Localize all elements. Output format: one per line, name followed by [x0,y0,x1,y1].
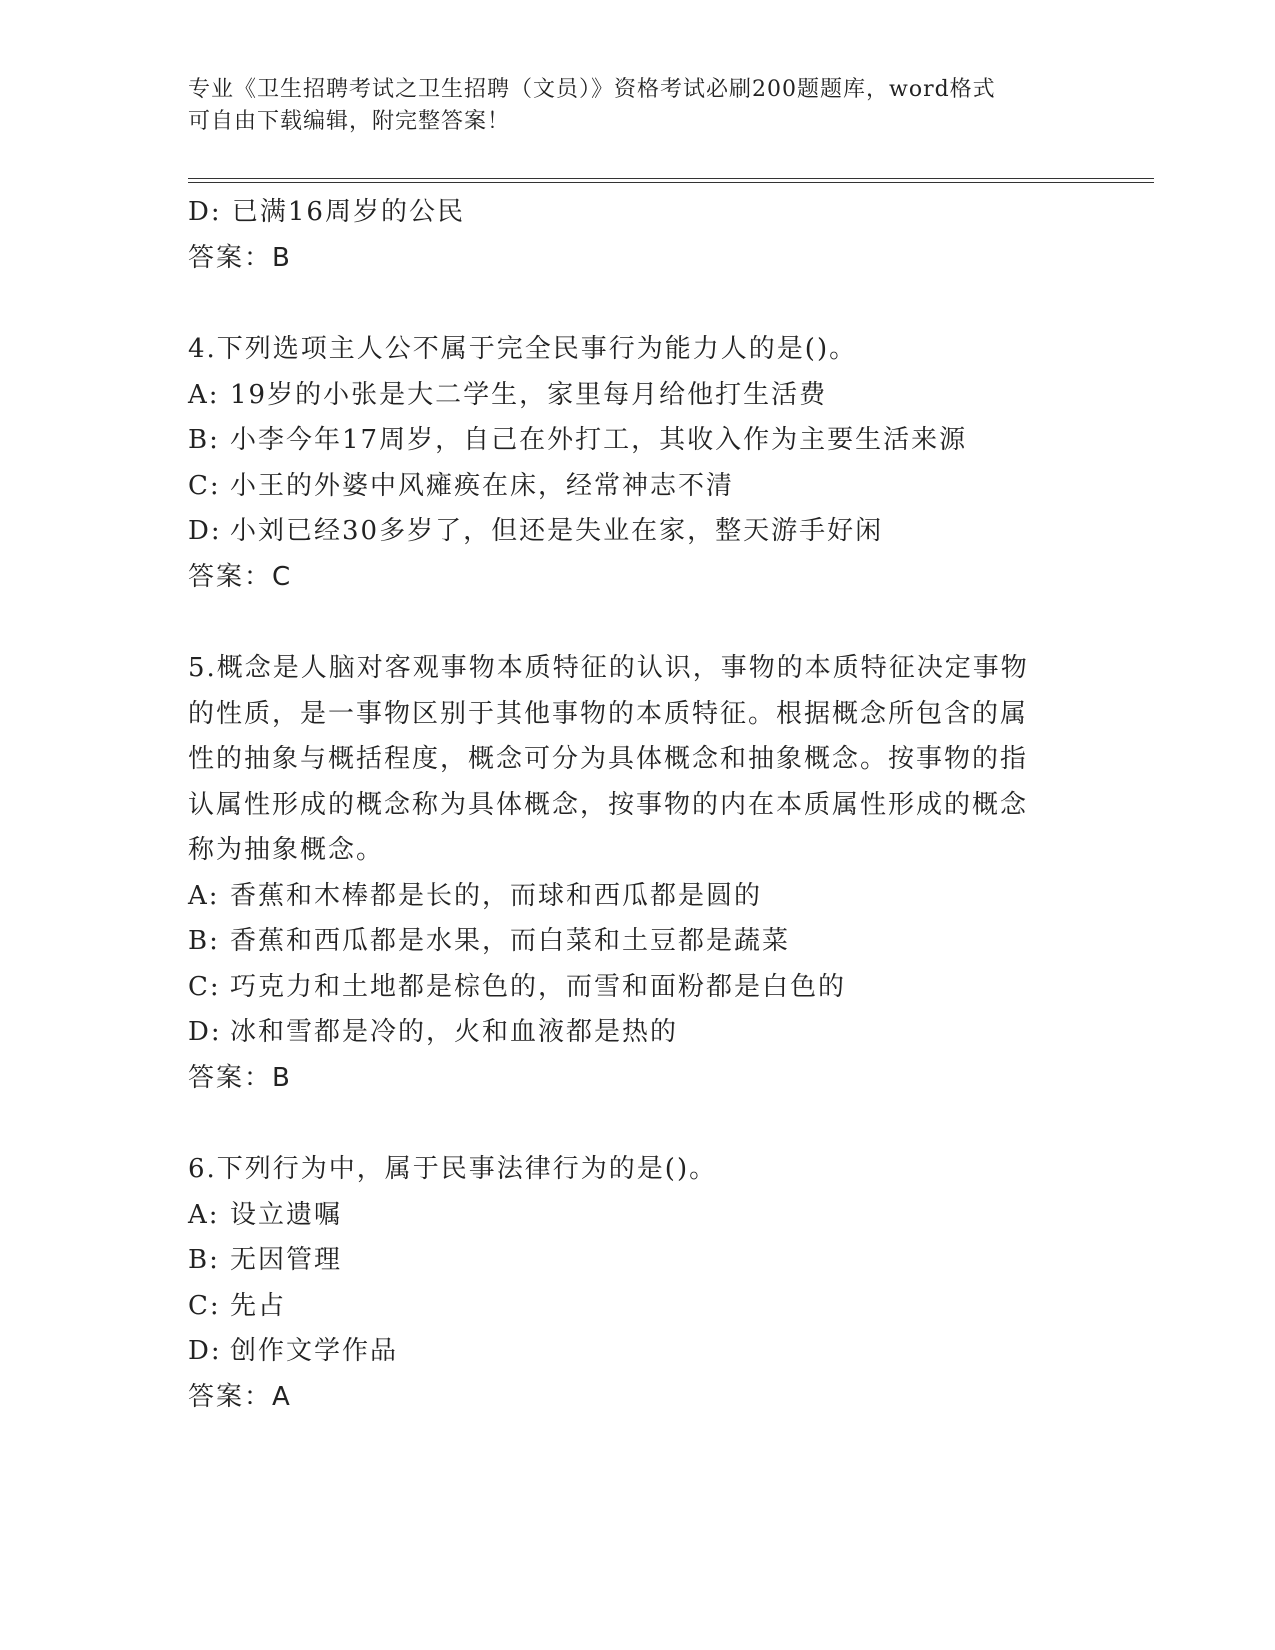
header-title-line-1: 专业《卫生招聘考试之卫生招聘（文员）》资格考试必刷200题题库，word格式 [188,77,996,102]
question-5-option-c [188,965,1068,1011]
spacer [188,1101,1068,1147]
option-prefix: C: [188,1290,221,1321]
page-header [188,74,1068,138]
option-text: 创作文学作品 [230,1336,399,1366]
option-prefix: B: [188,425,220,455]
option-prefix: B: [188,1245,220,1275]
question-5-stem-line-2: 的性质，是一事物区别于其他事物的本质特征。根据概念所包含的属 [188,698,1029,729]
question-5 [188,646,1068,1101]
option-prefix: D: [188,516,222,546]
question-4-option-d [188,509,1068,555]
question-5-stem-line-3: 性的抽象与概括程度，概念可分为具体概念和抽象概念。按事物的指 [188,744,1029,774]
question-4-option-c [188,464,1068,510]
question-6-answer: 答案：A [188,1381,292,1412]
question-5-stem-line-5: 称为抽象概念。 [188,835,385,865]
option-text: 无因管理 [230,1245,343,1275]
option-text: 小刘已经30多岁了，但还是失业在家，整天游手好闲 [230,516,884,546]
question-5-stem-line-4: 认属性形成的概念称为具体概念，按事物的内在本质属性形成的概念 [188,789,1029,820]
question-4-stem: 4.下列选项主人公不属于完全民事行为能力人的是()。 [188,334,858,364]
question-4-answer: 答案：C [188,561,293,592]
question-6 [188,1147,1068,1420]
question-6-option-b [188,1238,1068,1284]
question-4-option-b [188,418,1068,464]
question-5-stem-line-1: 5.概念是人脑对客观事物本质特征的认识，事物的本质特征决定事物 [188,653,1029,683]
question-content [188,190,1068,1420]
spacer [188,281,1068,327]
question-5-answer: 答案：B [188,1062,292,1093]
header-divider [188,178,1154,183]
spacer [188,600,1068,646]
question-6-option-a [188,1193,1068,1239]
option-text: 设立遗嘱 [230,1199,343,1230]
option-text: 香蕉和木棒都是长的，而球和西瓜都是圆的 [230,880,763,911]
question-5-option-b [188,919,1068,965]
option-text: 小王的外婆中风瘫痪在床，经常神志不清 [230,470,735,501]
option-text: 19岁的小张是大二学生，家里每月给他打生活费 [230,379,828,410]
option-prefix: A: [188,1199,220,1230]
option-prefix: C: [188,971,221,1002]
question-5-option-d [188,1010,1068,1056]
option-prefix: D: [188,1336,222,1366]
option-prefix: D: [188,1017,222,1047]
question-6-stem: 6.下列行为中，属于民事法律行为的是()。 [188,1154,718,1184]
option-prefix: B: [188,926,220,956]
answer-fragment: 答案：B [188,242,292,273]
question-6-option-d [188,1329,1068,1375]
option-prefix: A: [188,379,220,410]
question-5-option-a [188,874,1068,920]
question-6-option-c [188,1284,1068,1330]
option-text: 先占 [230,1290,287,1321]
option-text: 小李今年17周岁，自己在外打工，其收入作为主要生活来源 [230,425,968,455]
question-4 [188,327,1068,600]
question-4-option-a [188,373,1068,419]
option-text: 冰和雪都是冷的，火和血液都是热的 [230,1017,679,1047]
option-text: 巧克力和土地都是棕色的，而雪和面粉都是白色的 [230,971,847,1002]
option-prefix: A: [188,880,220,911]
option-text: 香蕉和西瓜都是水果，而白菜和土豆都是蔬菜 [230,926,791,956]
header-title-line-2: 可自由下载编辑，附完整答案！ [188,109,511,134]
option-d-fragment: D: 已满16周岁的公民 [188,197,465,227]
option-prefix: C: [188,470,221,501]
